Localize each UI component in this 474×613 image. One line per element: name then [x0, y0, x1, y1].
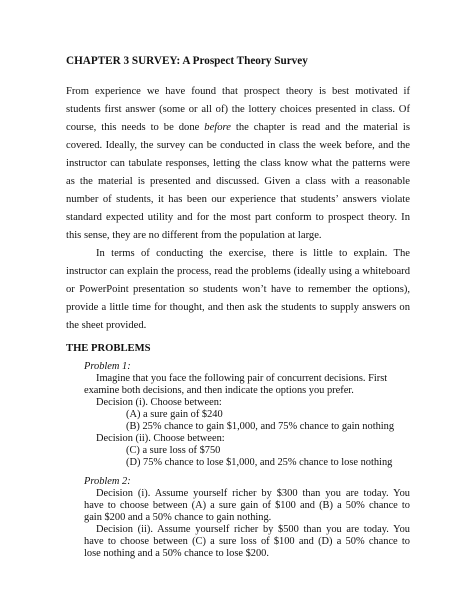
intro-paragraph-2-line: or PowerPoint presentation so students won’t have to remember the options),	[66, 284, 410, 295]
intro-emphasis-before: before	[204, 122, 231, 133]
problem-2-line: have to choose between (A) a sure gain of $100 and (B) a 50% chance to	[84, 500, 410, 511]
intro-paragraph-1-line: covered. Ideally, the survey can be conducted in class the week before, and the	[66, 140, 410, 151]
problem-1-decision-1-label: Decision (i). Choose between:	[96, 397, 222, 408]
intro-text-before-emphasis: course, this needs to be done	[66, 122, 205, 133]
problem-1-label: Problem 1:	[84, 361, 131, 372]
problem-2-line: Decision (i). Assume yourself richer by $300 than you are today. You	[96, 488, 410, 499]
problem-1-option-b: (B) 25% chance to gain $1,000, and 75% chance to gain nothing	[126, 421, 395, 432]
problem-2-label: Problem 2:	[84, 476, 131, 487]
problem-1-option-d: (D) 75% chance to lose $1,000, and 25% chance to lose nothing	[126, 457, 393, 468]
intro-paragraph-1-line: number of students, it has been our experience that students’ answers violate	[66, 194, 410, 205]
problem-2-line: lose nothing and a 50% chance to lose $200.	[84, 548, 269, 559]
intro-text-after-emphasis: the chapter is read and the material is	[230, 122, 410, 133]
problem-1-option-c: (C) a sure loss of $750	[126, 445, 221, 456]
intro-paragraph-2-line: In terms of conducting the exercise, there is little to explain. The	[96, 248, 410, 259]
intro-paragraph-2-line: provide a little time for thought, and then ask the students to supply answers on	[66, 302, 410, 313]
intro-paragraph-1-line: instructor can tabulate responses, letting the class know what the patterns were	[66, 158, 410, 169]
problem-2-line: have to choose between (C) a sure loss of $100 and (D) a 50% chance to	[84, 536, 410, 547]
problem-2-line: Decision (ii). Assume yourself richer by $500 than you are today. You	[96, 524, 410, 535]
intro-paragraph-2-line: the sheet provided.	[66, 320, 147, 331]
problem-2-line: gain $200 and a 50% chance to gain nothing.	[84, 512, 272, 523]
intro-paragraph-2-line: instructor can explain the process, read the problems (ideally using a whiteboard	[66, 266, 410, 277]
intro-paragraph-1-line: From experience we have found that prospect theory is best motivated if	[66, 86, 410, 97]
intro-paragraph-1-line: students first answer (some or all of) the lottery choices presented in class. Of	[66, 104, 410, 115]
problem-1-instruction-line: Imagine that you face the following pair of concurrent decisions. First	[96, 373, 388, 384]
intro-paragraph-1-line: this sense, they are no different from the population at large.	[66, 230, 322, 241]
intro-paragraph-1-line	[66, 121, 410, 134]
problem-1-instruction-line: examine both decisions, and then indicate the options you prefer.	[84, 385, 354, 396]
intro-paragraph-1-line: standard expected utility and for the most part conform to prospect theory. In	[66, 212, 410, 223]
page-title: CHAPTER 3 SURVEY: A Prospect Theory Survey	[66, 55, 308, 67]
intro-paragraph-1-line: as the material is presented and discussed. Given a class with a reasonable	[66, 176, 410, 187]
problem-1-decision-2-label: Decision (ii). Choose between:	[96, 433, 225, 444]
problem-1-option-a: (A) a sure gain of $240	[126, 409, 223, 420]
section-heading: THE PROBLEMS	[66, 343, 151, 354]
